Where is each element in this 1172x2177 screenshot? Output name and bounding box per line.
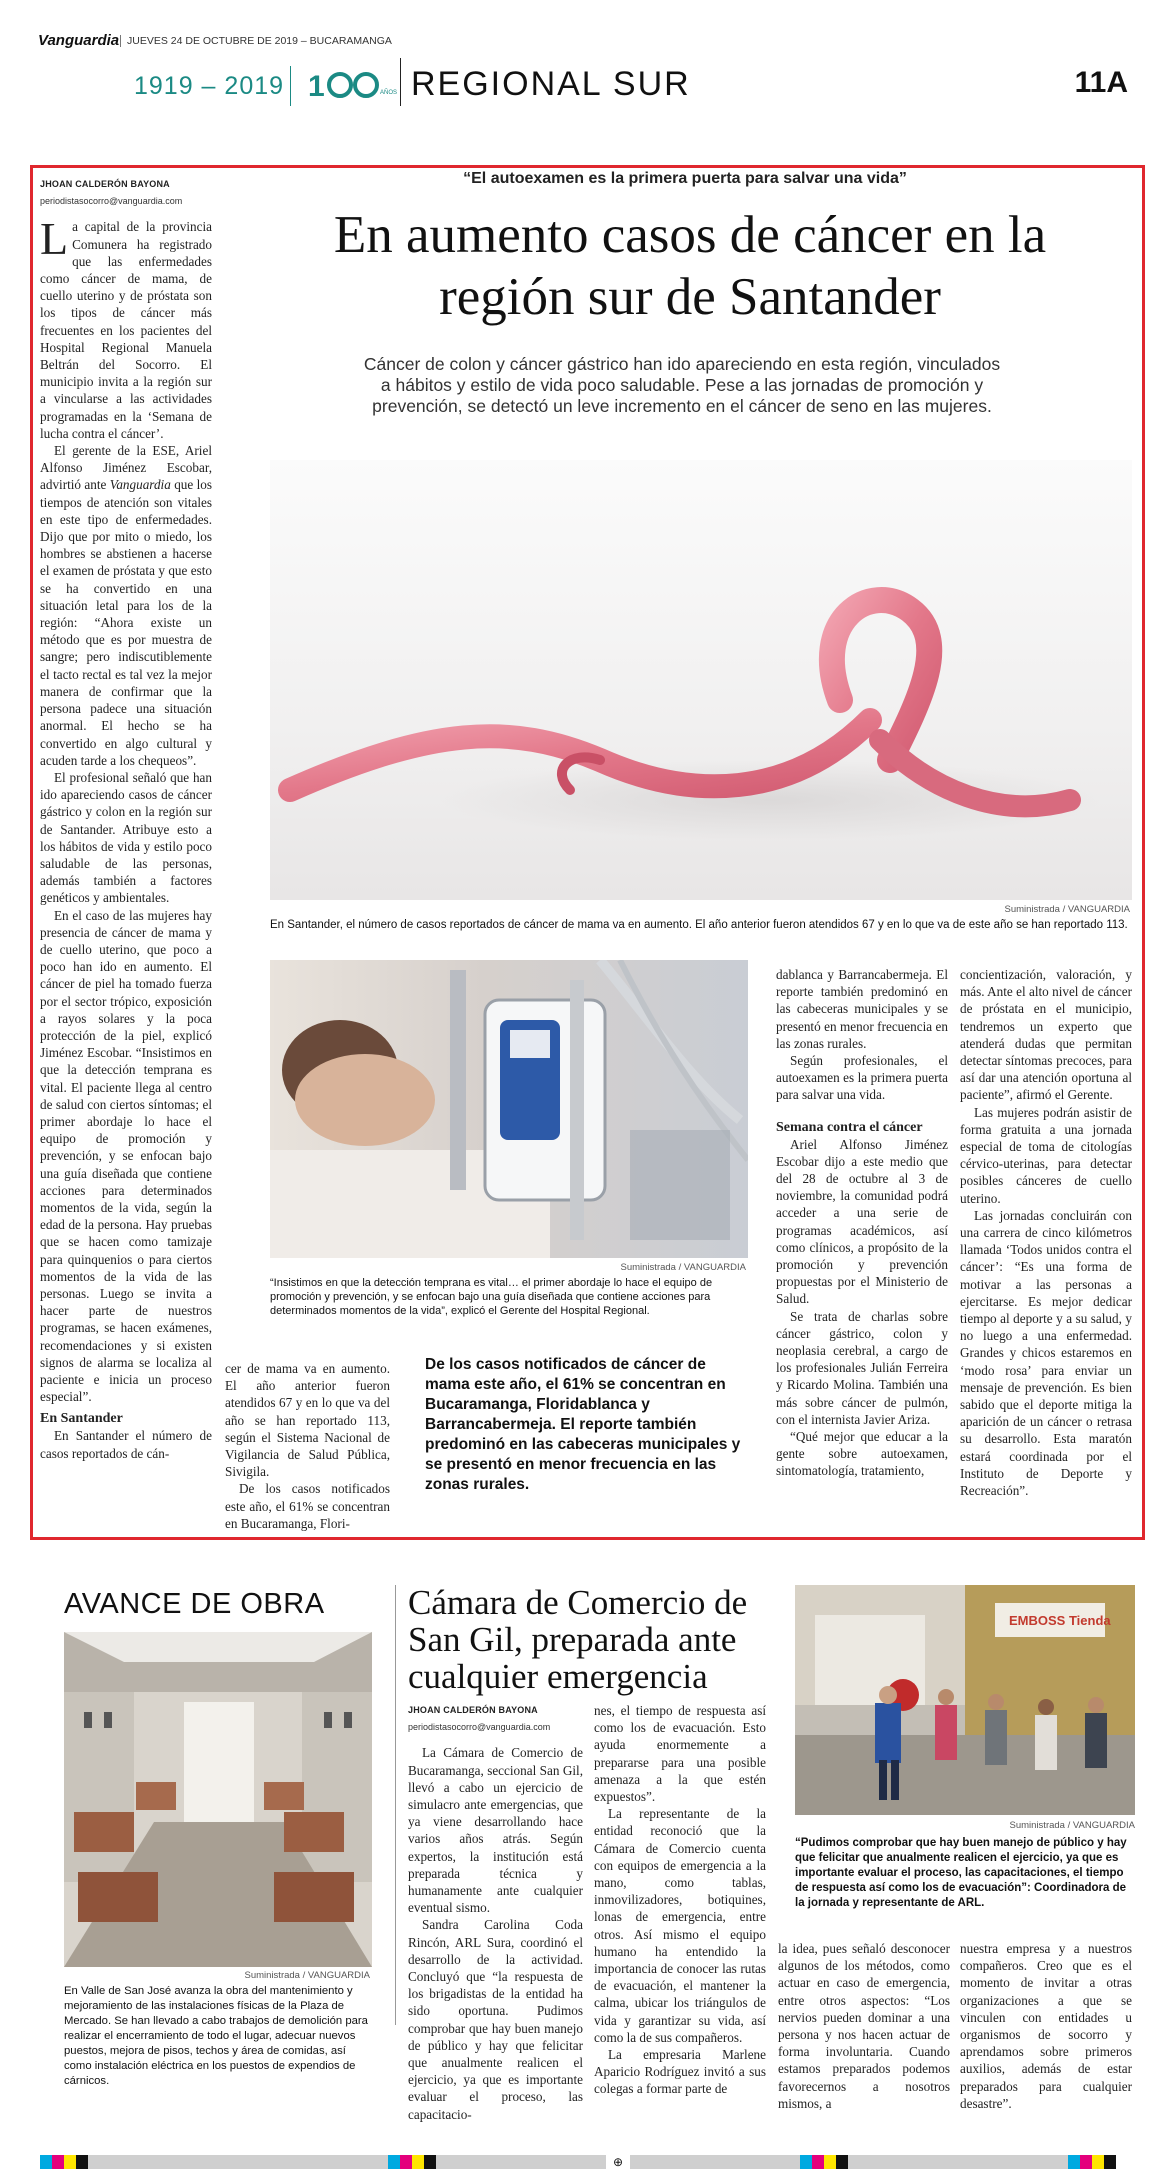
body-paragraph: a capital de la provincia Comunera ha registrado que las enfermedades como cáncer de mama, de cuello uterino y de próstata son los tipos de cáncer más frecuentes en los pacientes del Hospital Regional Manuela Beltrán del Socorro. El municipio invita a la región sur a vincularse a las actividades programadas en la ‘Semana de lucha contra el cáncer’. [40, 219, 212, 441]
body-paragraph: concientización, valoración, y más. Ante el alto nivel de cáncer de próstata en el municipio, tendremos un experto que atenderá dudas que permitan detectar síntomas precoces, para así dar una atención oportuna al paciente”, afirmó el Gerente. [960, 967, 1132, 1103]
kicker: “El autoexamen es la primera puerta para salvar una vida” [463, 170, 907, 187]
byline-name: JHOAN CALDERÓN BAYONA [40, 179, 170, 189]
body-paragraph: Se trata de charlas sobre cáncer gástrico, colon y neoplasia cerebral, a cargo de los profesionales Julián Ferreira y Ricardo Molina. También una más sobre cáncer de pulmón, con el internista Javier Ariza. [776, 1308, 948, 1427]
body-paragraph: La empresaria Marlene Aparicio Rodríguez invitó a sus colegas a formar parte de [594, 2047, 766, 2097]
body-paragraph: Las jornadas concluirán con una carrera de cinco kilómetros llamada ‘Todos unidos contra el cáncer’: “Es una forma de motivar a las personas a ejercitarse. Es mejor dedicar tiempo al deporte y a su salud, y no luego a una enfermedad. Grandes y chicos estaremos en ‘modo rosa’ para enviar un mensaje de prevención. Es bien sabido que el deporte mitiga la aparición de un cáncer o retrasa su desarrollo. Esta maratón estará coordinada por el Instituto de Deporte y Recreación”. [960, 1207, 1132, 1499]
main-column-4 [960, 966, 1132, 1499]
body-paragraph: El gerente de la ESE, Ariel Alfonso Jiménez Escobar, advirtió ante Vanguardia que los tiempos de atención son vitales en este tipo de enfermedades. Dijo que por mito o miedo, los hombres se abstienen a hacerse el examen de próstata y que esto se ha convertido en una situación letal para los de la región: “Ahora existe un método que es por muestra de sangre; pero indiscutiblemente el tacto rectal es tal vez la mejor manera de confirmar que la persona padece una situación anormal. El hecho se ha convertido en algo cultural y acuden tarde a los chequeos”. [40, 443, 213, 768]
body-paragraph: El profesional señaló que han ido apareciendo casos de cáncer gástrico y colon en la región sur de Santander. Atribuye esto a los hábitos de vida y estilo poco saludable de las personas, además también a factores genéticos y ambientales. [40, 769, 212, 906]
body-paragraph: De los casos notificados este año, el 61% se concentran en Bucaramanga, Flori- [225, 1481, 390, 1531]
hospital-photo [270, 960, 748, 1258]
camara-headline: Cámara de Comercio de San Gil, preparada ante cualquier emergencia [408, 1583, 748, 1696]
body-paragraph: nuestra empresa y a nuestros compañeros. Creo que es el momento de invitar a otras organizaciones a que se vinculen con entidades u organismos de socorro y aprendamos sobre primeros auxilios, además de estar preparados para cualquier desastre”. [960, 1941, 1132, 2111]
avance-title: AVANCE DE OBRA [64, 1588, 325, 1620]
camara-divider [395, 1585, 396, 2025]
body-paragraph: Ariel Alfonso Jiménez Escobar dijo a este medio que del 28 de octubre al 3 de noviembre, la comunidad podrá acceder a una serie de programas académicos, así como clínicos, a propósito de la promoción y prevención propuestas por el Ministerio de Salud. [776, 1136, 948, 1307]
deck: Cáncer de colon y cáncer gástrico han ido apareciendo en esta región, vinculados a hábitos y estilo de vida poco saludable. Pese a las jornadas de promoción y prevención, se detectó un leve incremento en el cáncer de seno en las mujeres. [363, 354, 1001, 416]
body-paragraph: “Qué mejor que educar a la gente sobre autoexamen, sintomatología, tratamiento, [776, 1429, 948, 1479]
camara-byline-name: JHOAN CALDERÓN BAYONA [408, 1705, 538, 1715]
camara-column-a [408, 1702, 583, 2123]
main-column-3 [776, 966, 948, 1480]
pink-ribbon-icon [270, 460, 1132, 900]
ribbon-photo [270, 460, 1132, 900]
evacuation-drill-icon [795, 1585, 1135, 1815]
main-column-1 [40, 176, 212, 1462]
date-line: JUEVES 24 DE OCTUBRE DE 2019 – BUCARAMANGA [120, 35, 392, 47]
avance-caption: En Valle de San José avanza la obra del mantenimiento y mejoramiento de las instalaciones físicas de la Plaza de Mercado. Se han llevado a cabo trabajos de demolición para realizar el encerramiento de todo el lugar, adecuar nuevos puestos, mejora de pisos, techos y área de comidas, así como instalación eléctrica en los puestos de expendios de cárnicos. [64, 1985, 368, 2087]
svg-text:AÑOS: AÑOS [380, 90, 398, 96]
photo-caption: En Santander, el número de casos reportados de cáncer de mama va en aumento. El año anterior fueron atendidos 67 y en lo que va de este año se han reportado 113. [270, 919, 1128, 931]
print-registration-bar [40, 2155, 1130, 2169]
masthead [38, 28, 1134, 108]
photo-credit-2: Suministrada / VANGUARDIA [620, 1262, 746, 1273]
body-paragraph: cer de mama va en aumento. El año anterior fueron atendidos 67 y en lo que va del año se han reportado 113, según el Sistema Nacional de Vigilancia de Salud Pública, Sivigila. [225, 1361, 390, 1480]
page-number: 11A [1074, 66, 1128, 99]
brand-logo: Vanguardia [38, 32, 120, 49]
body-paragraph: La representante de la entidad reconoció que la Cámara de Comercio cuenta con equipos de emergencia a la mano, como tablas, inmovilizadores, botiquines, lonas de emergencia, entre otros. Así mismo el equipo humano ha entendido la importancia de conocer las rutas de evacuación, el mantener la calma, ubicar los triángulos de vida y garantizar su vida, así como la de sus compañeros. [594, 1806, 766, 2045]
avance-credit: Suministrada / VANGUARDIA [244, 1970, 370, 1981]
subhead-santander: En Santander [40, 1411, 123, 1427]
body-paragraph: En Santander el número de casos reportados de cán- [40, 1428, 212, 1461]
pull-quote: De los casos notificados de cáncer de mama este año, el 61% se concentran en Bucaramanga, Floridablanca y Barrancabermeja. El reporte también predominó en las cabeceras municipales y se presentó en menor frecuencia en las zonas rurales. [425, 1356, 741, 1493]
section-title: REGIONAL SUR [411, 65, 691, 103]
body-paragraph: dablanca y Barrancabermeja. El reporte también predominó en las cabeceras municipales y se presentó en menor frecuencia en las zonas rurales. [776, 967, 948, 1051]
body-paragraph: la idea, pues señaló desconocer algunos de los métodos, como actuar en caso de emergencia, entre otros aspectos: “Los nervios pueden dominar a una persona y nos hacen actuar de forma involuntaria. Cuando estamos preparados podemos favorecernos a nosotros mismos, a [778, 1941, 950, 2111]
body-paragraph: Las mujeres podrán asistir de forma gratuita a una jornada especial de toma de citologías cérvico-uterinas, para detectar posibles cánceres de cuello uterino. [960, 1104, 1132, 1206]
body-paragraph: En el caso de las mujeres hay presencia de cáncer de mama y de cuello uterino, que poco a poco han ido en aumento. El cáncer de piel ha tomado fuerza por el sector trópico, exposición a rayos solares y la poca protección de la piel, explicó Jiménez Escobar. “Insistimos en que la detección temprana es vital. El paciente llega al centro de salud con ciertos síntomas; el primer abordaje lo hace el equipo de promoción y prevención, y se enfocan bajo una guía diseñada que contiene acciones para determinados momentos de la vida, según la edad de la persona. Hay pruebas que se hacen como tamizaje para quinquenios o para ciertos momentos de la vida de las personas. Luego se invita a hacer parte de nuestros programas, se hacen exámenes, recomendaciones y si existen signos de alarma se localiza al paciente e inicia un proceso especial”. [40, 907, 212, 1405]
body-paragraph: Sandra Carolina Coda Rincón, ARL Sura, coordinó el desarrollo de la actividad. Concluyó que “la respuesta de los brigadistas de la entidad ha sido oportuna. Pudimos comprobar que hay buen manejo de público y hay que felicitar que anualmente realicen el ejercicio, ya que es importante evaluar el proceso, las capacitacio- [408, 1917, 583, 2122]
crosshair-icon: ⊕ [612, 2154, 624, 2169]
byline-email: periodistasocorro@vanguardia.com [40, 196, 183, 207]
camara-byline-email: periodistasocorro@vanguardia.com [408, 1722, 551, 1733]
photo-credit: Suministrada / VANGUARDIA [1004, 904, 1130, 915]
svg-text:EMBOSS Tienda: EMBOSS Tienda [1009, 1613, 1111, 1628]
subhead-semana: Semana contra el cáncer [776, 1119, 923, 1135]
drop-cap: L [40, 213, 69, 265]
camara-column-c [778, 1940, 950, 2112]
body-paragraph: La Cámara de Comercio de Bucaramanga, seccional San Gil, llevó a cabo un ejercicio de simulacro ante emergencias, que ya viene desarrollando hace varios años atrás. Según expertos, la institución está preparada técnica y humanamente ante cualquier eventual sismo. [408, 1745, 583, 1916]
divider-line-2 [400, 58, 401, 106]
body-paragraph: nes, el tiempo de respuesta así como los de evacuación. Esto ayuda enormemente a prepararse para una posible amenaza a la que estén expuestos”. [594, 1703, 766, 1805]
construction-photo [64, 1632, 372, 1967]
headline: En aumento casos de cáncer en la región sur de Santander [333, 206, 1047, 326]
svg-text:1: 1 [308, 70, 325, 102]
camara-column-d [960, 1940, 1132, 2112]
body-paragraph: Según profesionales, el autoexamen es la primera puerta para salvar una vida. [776, 1053, 948, 1103]
medical-device-icon [270, 960, 748, 1258]
market-building-icon [64, 1632, 372, 1967]
photo-caption-2: “Insistimos en que la detección temprana es vital… el primer abordaje lo hace el equipo de promoción y prevención, y se enfocan bajo una guía diseñada que contiene acciones para determinados momentos de la vida”, explicó el Gerente del Hospital Regional. [270, 1277, 713, 1317]
drill-caption: “Pudimos comprobar que hay buen manejo de público y hay que felicitar que anualmente realicen el ejercicio, ya que es importante evaluar el proceso, las capacitaciones, el tiempo de respuesta así como los de evacuación”: Coordinadora de la jornada y representante de ARL. [795, 1837, 1127, 1909]
drill-photo [795, 1585, 1135, 1815]
years-label: 1919 – 2019 [134, 72, 285, 100]
drill-credit: Suministrada / VANGUARDIA [1009, 1820, 1135, 1831]
main-column-2 [225, 1360, 390, 1532]
divider-line [290, 66, 291, 106]
camara-column-b [594, 1702, 766, 2098]
